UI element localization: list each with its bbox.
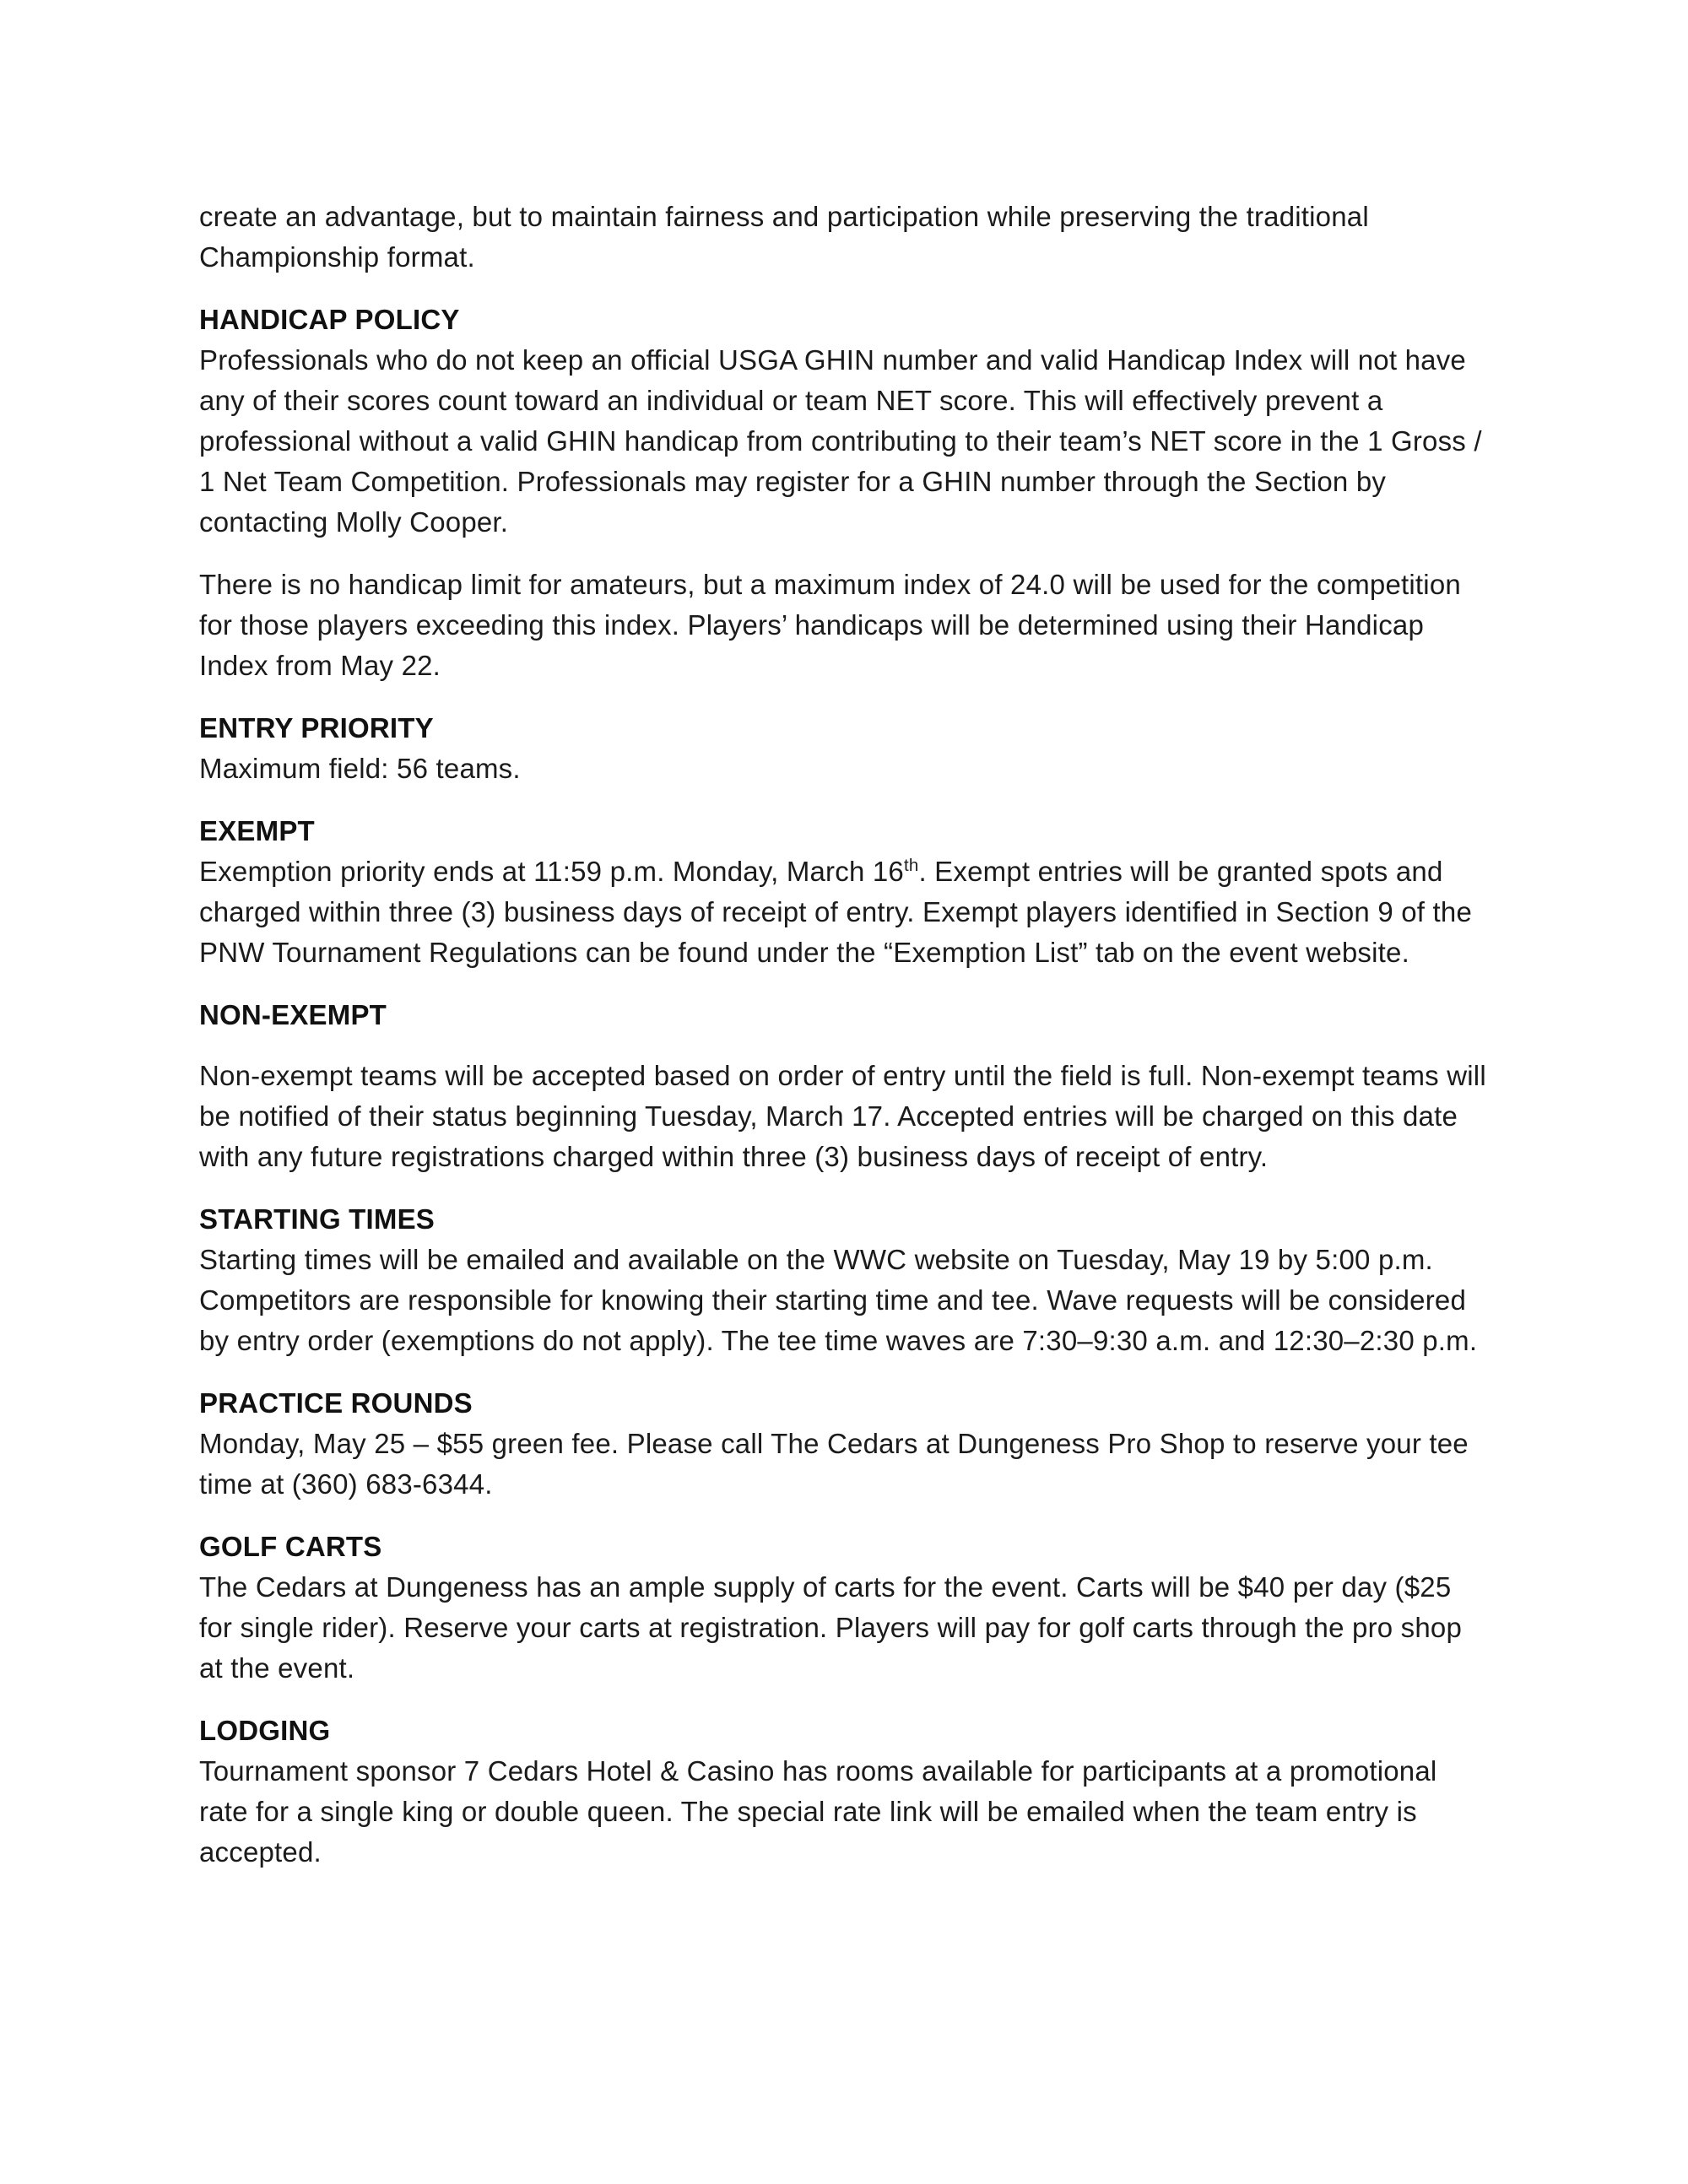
section-heading-handicap-policy: HANDICAP POLICY (199, 304, 460, 335)
section-exempt (199, 811, 1491, 973)
section-heading-exempt: EXEMPT (199, 815, 315, 846)
paragraph: Monday, May 25 – $55 green fee. Please call The Cedars at Dungeness Pro Shop to reserve your tee time at (360) 683-6344. (199, 1428, 1469, 1500)
section-starting-times (199, 1199, 1491, 1361)
paragraph: Starting times will be emailed and available on the WWC website on Tuesday, May 19 by 5:00 p.m. Competitors are responsible for knowing their starting time and tee. Wave requests will be considered by entry order (exemptions do not apply). The tee time waves are 7:30–9:30 a.m. and 12:30–2:30 p.m. (199, 1244, 1478, 1356)
paragraph: There is no handicap limit for amateurs, but a maximum index of 24.0 will be used for the competition for those players exceeding this index. Players’ handicaps will be determined using their Handicap Index from May 22. (199, 569, 1461, 681)
section-heading-starting-times: STARTING TIMES (199, 1203, 436, 1235)
section-heading-non-exempt: NON-EXEMPT (199, 999, 387, 1030)
ordinal-superscript: th (903, 856, 919, 875)
section-heading-entry-priority: ENTRY PRIORITY (199, 712, 434, 743)
paragraph: Non-exempt teams will be accepted based on order of entry until the field is full. Non-exempt teams will be notified of their status beginning Tuesday, March 17. Accepted entries will be charged on this date with any future registrations charged within three (3) business days of receipt of entry. (199, 1060, 1486, 1172)
section-non-exempt (199, 995, 1491, 1177)
paragraph: The Cedars at Dungeness has an ample supply of carts for the event. Carts will be $40 per day ($25 for single rider). Reserve your carts at registration. Players will pay for golf carts through the pro shop at the event. (199, 1571, 1463, 1684)
section-practice-rounds (199, 1383, 1491, 1505)
text-run: Exemption priority ends at 11:59 p.m. Monday, March 16 (199, 856, 904, 887)
section-entry-priority (199, 708, 1491, 789)
section-handicap-policy (199, 300, 1491, 686)
section-heading-golf-carts: GOLF CARTS (199, 1531, 382, 1562)
paragraph: Professionals who do not keep an official USGA GHIN number and valid Handicap Index will not have any of their scores count toward an individual or team NET score. This will effectively prevent a professional without a valid GHIN handicap from contributing to their team’s NET score in the 1 Gross / 1 Net Team Competition. Professionals may register for a GHIN number through the Section by contacting Molly Cooper. (199, 344, 1482, 538)
section-heading-lodging: LODGING (199, 1715, 331, 1746)
section-lodging (199, 1711, 1491, 1873)
section-golf-carts (199, 1527, 1491, 1689)
section-heading-practice-rounds: PRACTICE ROUNDS (199, 1387, 473, 1419)
paragraph: Tournament sponsor 7 Cedars Hotel & Casino has rooms available for participants at a promotional rate for a single king or double queen. The special rate link will be emailed when the team entry is accepted. (199, 1755, 1437, 1868)
text-run: . Exempt entries will be granted spots and charged within three (3) business days of receipt of entry. Exempt players identified in Section 9 of the PNW Tournament Regulations can be found under the “Exemption List” tab on the event website. (199, 856, 1473, 968)
paragraph: Maximum field: 56 teams. (199, 753, 521, 784)
intro-paragraph: create an advantage, but to maintain fairness and participation while preserving the traditional Championship format. (199, 201, 1369, 273)
paragraph (199, 851, 1491, 973)
